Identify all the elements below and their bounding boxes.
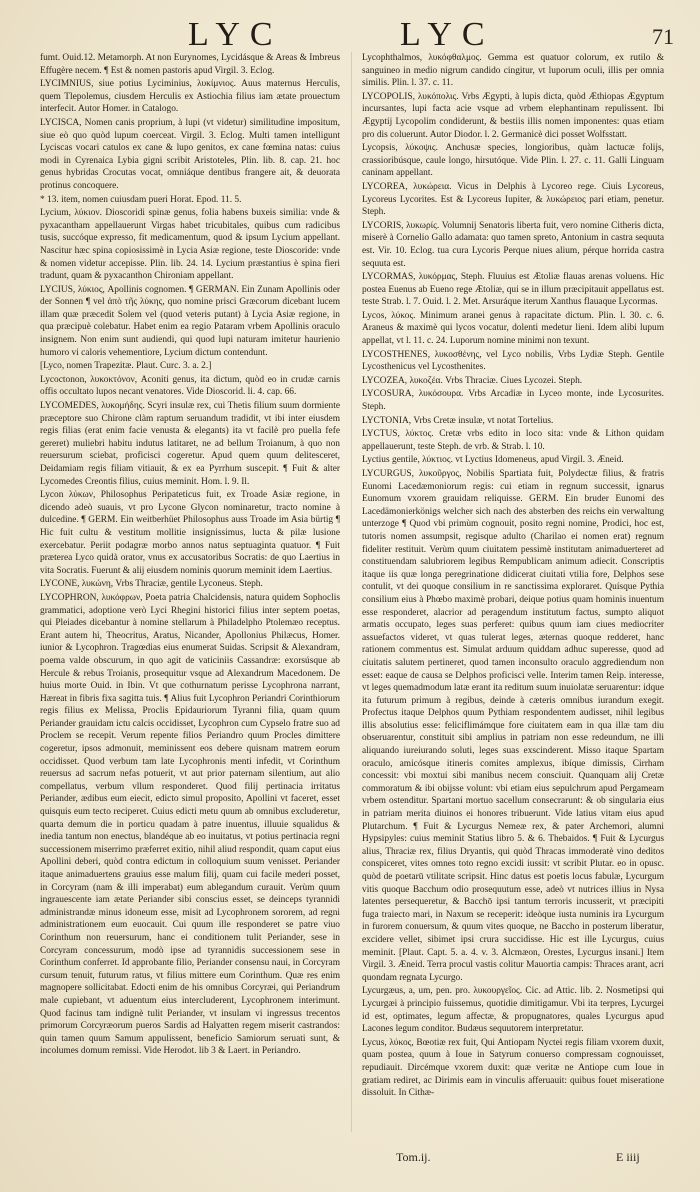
entry: LYCOPOLIS, λυκόπολις. Vrbs Ægypti, à lupis dicta, quòd Æthiopas Ægyptum incursantes, lupi facta acie vsque ad vrbem elephantinam repulissent. Ibi Ægyptij Lycopolim condiderunt, & bestiis illis nomen imponentes: quas etiam pro dis coluerunt. Autor Diodor. l. 2. Germanicè dici posset Wolfsstatt. <box>362 91 664 140</box>
entry: Lycoctonon, λυκοκτόνον, Aconiti genus, ita dictum, quòd eo in crudæ carnis offis occultato lupos necant venatores. Vide Dioscorid. li. 4. cap. 66. <box>40 374 340 398</box>
running-head-right: LYC <box>400 16 495 53</box>
entry: Lycon λύκων, Philosophus Peripateticus fuit, ex Troade Asiæ regione, in dicendo adeò suauis, vt pro Lycone Glycon nominaretur, tracto nomine à dulcedine. ¶ GERM. Ein weitberhüet Philosophus auss Troade im Asia bürtig ¶ Hic fuit cultu & vestitum mollitie insignissimus, lucta & pilæ lusione exercebatur. Periit podagræ morbo annos natus septuaginta quatuor. ¶ Fuit præterea Lyco quidà orator, vnus ex accusatoribus Socratis: de quo Laertius in vita Socratis. Fuerunt & alij eiusdem nominis quorum meminit idem Laertius. <box>40 490 340 576</box>
running-head <box>0 12 700 52</box>
entry: fumt. Ouid.12. Metamorph. At non Eurynomes, Lycidásque & Areas & Imbreus Effugère necem. ¶ Est & nomen pastoris apud Virgil. 3. Eclog. <box>40 53 340 76</box>
entry: LYCIMNIUS, siue potius Lyciminius, λυκίμνιος. Auus maternus Herculis, quem Tlepolemus, ciusdem Herculis ex Astiochia filius iam ætate prouectum interfecit. Autor Homer. in Catalogo. <box>40 79 340 115</box>
entry: LYCOSURA, λυκόσουρα. Vrbs Arcadiæ in Lyceo monte, inde Lycosurites. Steph. <box>362 389 664 413</box>
page-number: 71 <box>652 24 674 49</box>
entry: LYCORIS, λυκωρίς. Volumnij Senatoris liberta fuit, vero nomine Citheris dicta, miserè à Cornelio Gallo adamata: quo tamen spreto, Antonium in castra sequuta est. Vir. 10. Eclog. tua cura Lycoris Perque niues alium, pérque horrida castra sequuta est. <box>362 220 664 269</box>
entry: Lycopsis, λύκοψις. Anchusæ species, longioribus, quàm lactucæ folijs, crassioribúsque, caule longo, hirsutóque. Vide Plin. l. 27. c. 11. Galli Linguam caninam appellant. <box>362 143 664 179</box>
entry: LYCOSTHENES, λυκοσθένης, vel Lyco nobilis, Vrbs Lydiæ Steph. Gentile Lycosthenicus vel Lycosthenites. <box>362 349 664 373</box>
entry: * 13. item, nomen cuiusdam pueri Horat. Epod. 11. 5. <box>40 194 242 205</box>
right-column <box>362 52 664 1132</box>
entry: Lycium, λύκιον. Dioscoridi spinæ genus, folia habens buxeis similia: vnde & pyxacantham appellauerunt Virgas habet tricubitales, quibus cum radicibus tusis, succóque expresso, fit medicamentum, quod & ipsum Lycium appellant. Nascitur hæc spina copiosissimè in Lycia Asiæ regione, teste Dioscoride: vnde & nomen videtur accepisse. Plin. lib. 24. 14. Lycium præstantius è spina fieri tradunt, quam & pyxacanthon Chironiam appellant. <box>40 208 340 282</box>
page-footer <box>0 1148 700 1170</box>
entry: LYCISCA, Nomen canis proprium, à lupi (vt videtur) similitudine impositum, siue eò quo quòd lupum coerceat. Virgil. 3. Eclog. Multi tamen intelligunt Lyciscas vocari catulos ex cane & lupo genitos, ex cane fœmina natas: cuius modi in Cyrenaica Lybia gigni scribit Aristoteles, Plin. lib. 8. cap. 21. hoc genus hybridas Crocutas vocat, omniáque dentibus frangere ait, & deuorata protinus concoquere. <box>40 117 340 191</box>
entry: LYCTUS, λύκτος. Cretæ vrbs edito in loco sita: vnde & Lithon quidam appellauerunt, teste Steph. de vrb. & Strab. l. 10. <box>362 429 664 452</box>
volume-mark: Tom.ij. <box>396 1150 431 1164</box>
entry: LYCOPHRON, λυκόφρων, Poeta patria Chalcidensis, natura quidem Sophoclis grammatici, adoptione verò Lyci Rhegini historici filius inter septem poetas, qui Pleiades dicebantur à nomine stellarum à Philadelpho Ptolemæo receptus. Erant autem hi, Theocritus, Aratus, Nicander, Apollonius Philæcus, Homer. iunior & Lycophron. Tragœdias eius enumerat Suidas. Scripsit & Alexandram, poema valde obscurum, in quo agit de vaticiniis Cassandræ: exorsúsque ab Hercule & rebus Troianis, prosequitur vsque ad Alexandrum Macedonem. De huius morte Ouid. in Ibin. Vt que cothurnatum perisse Lycophrona narrant, Hæreat in fibris fixa sagitta tuis. ¶ Alius fuit Lycophron Periandri Corinthiorum regis filius ex Melissa, Proclis Epidauriorum Tyranni filia, quam quum Periander grauidam ictu calcis occidisset, Lycophron cum Cypselo fratre suo ad Proclem se recepit. Verum repente filios Periandro quum Procles dimittere cogeretur, ipsos admonuit, meminissent eos debere quisnam matrem eorum occidisset. Quod verbum tam late Lycophronis menti infedit, vt Corinthum reuersus ad sacrum nefas potuerit, vt aut prior paternam silentium, aut alio compellatus, verbum vllum responderet. Quod filij pertinacia irritatus Periander, ædibus eum eiecit, edicto simul proposito, Apollini vt faceret, esset quisquis eum tecto reciperet. Cuius edicti metu quum ab omnibus excluderetur, quarta demum die in porticu quadam à patre inuentus, illuuie squalidus & inedia tantum non enectus, blandéque ab eo inuitatus, vt potius pertinacia regni successionem miserrimo præferret exitio, nihil aliud respondit, quam caput eius Apollini deberi, quòd contra edictum in colloquium suum venisset. Periander itaque animaduertens grauius esse malum filij, quam cui facile mederi posset, in Corcyram (nam & illi imperabat) eum ablegandum curauit. Verùm quum ingrauescente iam ætate Periander sibi conscius esset, se deinceps tyrannidi administrandæ minus idoneum esse, misit ad Lycophronem sororem, ad regni administrationem eum euocauit. Cui quum ille responderet se patre viuo Corinthum non reuersurum, hanc ei conditionem tulit Periander, sese in Corcyram concessurum, modò ipse ad tyrannidis successionem sese in Corinthum conferret. Id approbante filio, Periander consensu naui, in Corcyram cursum tenuit, futurum ratus, vt filius mittere eum Corinthum. Quæ res enim magnopere sollicitabat. Edocti enim de his omnibus Corcyræi, qui Periandrum male cupiebant, vt aduentum eius intercluderent, Lycophronem interimunt. Quod facinus tam indignè tulit Periander, vt insulam vi ingressus trecentos primorum Corcyræorum pueros Sardis ad Halyatten regem miserit castrandos: quin tamen quum Samum appulissent, beneficio Samiorum seruati sunt, & incolumes domum remissi. Vide Herodot. lib 3 & Laert. in Periandro. <box>40 592 340 1057</box>
signature-mark: E iiij <box>616 1150 640 1164</box>
entry: LYCONE, λυκώνη, Vrbs Thraciæ, gentile Lyconeus. Steph. <box>40 579 263 590</box>
entry: Lyctius gentile, λύκτιος. vt Lyctius Idomeneus, apud Virgil. 3. Æneid. <box>362 455 624 466</box>
entry: LYCORMAS, λυκόρμας, Steph. Fluuius est Ætoliæ flauas arenas voluens. Hic postea Euenus ab Eueno rege Ætoliæ, qui se in illum præcipitauit appellatus est. teste Strab. l. 7. Ouid. l. 2. Met. Arsuráque iterum Xanthus flauaque Lycormas. <box>362 272 664 308</box>
entry: [Lyco, nomen Trapezitæ. Plaut. Curc. 3. a. 2.] <box>40 361 212 372</box>
entry: Lycophthalmos, λυκόφθαλμος. Gemma est quatuor colorum, ex rutilo & sanguineo in medio nigrum candido cingitur, vt luporum oculi, illis per omnia similis. Plin. l. 37. c. 11. <box>362 53 664 89</box>
entry: LYCIUS, λύκιος, Apollinis cognomen. ¶ GERMAN. Ein Zunam Apollinis oder der Sonnen ¶ vel ἀπὸ τῆς λύκης, quo nomine prisci Græcorum dicebant lucem illam quæ præcedit Solem vel (quod veteris putant) à Lycia Asiæ regione, in qua præcipuè colebatur. Habet enim ea regio Pataram vrbem Apollinis oraculo insignem. Non enim sunt audiendi, qui quod lupi naturam imitetur haurienio humoro vi caloris vehementiore, Lycium dictum contendunt. <box>40 284 340 358</box>
entry: LYCURGUS, λυκοῦργος, Nobilis Spartiata fuit, Polydectæ filius, & fratris Eunomi Lacedæmoniorum regis: cui etiam in regnum successit, ignarus Eunomum vxorem grauidam reliquisse. GERM. Ein bruder Eunomi des Lacedämonierkönigs welcher sich nach des absterben des reichs ein verwaltung unterzoge ¶ Quod vbi primùm cognouit, posito regni nomine, Prodici, hoc est, tutoris nomen assumpsit, regisque adulto (Charilao ei nomen erat) regnum fideliter restituit. Verùm quum ciuitatem pessimè institutam animaduerteret ad constituendam salubriorem legibus Rempublicam animum adiecit. Conscriptis itaque iis quæ longa peregrinatione didicerat ciuitati vtilia fore, Delphos sese contulit, vt dei quoque consilium in re sanctissima exploraret. Quísque Pythia consilium eius à Phœbo maximè probari, deique potius quam hominis inuentum esse responderet, alacrior ad peragendum institutum factus, sumpto aliquot armatis occupato, leges suas perferet: quibus quum iam ciues mediocriter assuefactos videret, vt quas tulerat leges, æternas quoque redderet, hanc rationem commentus est. Simulat arduum quiddam adhuc superesse, quod ad ciuitatis salutem pertineret, quod tamen inconsulto oraculo aggrediendum non esset: eaque de causa se Delphos proficisci velle. Interim tamen Reip. interesse, vt leges quemadmodum latæ erant ita reditum suum inuiolatæ seruarentur: idque ita futurum primum à regibus, deinde à cæteris omnibus iurandum exegit. Profectus itaque Delphos quum Pythiam respondentem audisset, nihil legibus illis absolutius esse: feliciflimámque fore ciuitatem eam in qua illæ tam diu obseruarentur, constituit sibi amplius in patriam non esse redeundum, ne illi aliquando iureiurando soluti, leges suas exscinderent. Misso itaque Spartam oraculo, amicósque itineris comites amplexus, ibíque dimissis, Cirrham concessit: vbi moxtui sibi manibus necem consciuit. Quanquam alij Cretæ commoratum & ibi obijsse volunt: vbi etiam eius sepulchrum apud Pergameam vrbem ostenditur. Spartani mortuo sacellum consecrarunt: & ob singularia eius in patriam merita diuinos ei honores tribuerunt. Vide latius vitam eius apud Plutarchum. ¶ Fuit & Lycurgus Nemeæ rex, & pater Archemori, alumni Hypsipyles: cuius meminit Statius libro 5. & 6. Thebaidos. ¶ Fuit & Lycurgus alius, Thraciæ rex, filius Dryantis, qui quòd Thracas immoderatè vino deditos conspiceret, vites omnes toto regno excidi iussit: vt scribit Plutar. eo in opusc. quòd de poetarū vtilitate scripsit. Hinc datus est poetis locus fabulæ, Lycurgum vitis quoque Bacchum odio prosequutum esse, adeò vt nutrices illius in Nysa latentes persequeretur, & Bacchō ipsi tantum terroris incusserit, vt præcipiti fuga traiecto mari, in Naxum se receperit: ideòque iusta numinis ira Lycurgum in furorem conuersum, & quum vites quoque, ne Baccho in posterum liberatur, excidere vellet, sibimet ipsi crura succidisse. Hic est ille Lycurgus, cuius meminit. [Plaut. Capt. 5. a. 4. v. 3. Alcmæon, Orestes, Lycurgus insani.] Item Virgil. 3. Æneid. Terra procul vastis colitur Mauortia campis: Thraces arant, acri quondam regnata Lycurgo. <box>362 469 664 983</box>
left-column <box>40 52 340 1132</box>
entry: Lycurgæus, a, um, pen. pro. λυκουργεῖος. Cic. ad Attic. lib. 2. Nosmetipsi qui Lycurgæi à principio fuissemus, quotidie dimitigamur. Vbi ita terpres, Lycurgei id est, optimates, legum affectæ, & propugnatores, quales Lycurgus apud Lacones legum conditor. Budæus sequutorem interpretatur. <box>362 986 664 1035</box>
entry: Lycos, λύκος. Minimum aranei genus à rapacitate dictum. Plin. l. 30. c. 6. Araneus & maximè qui lycos vocatur, dolenti medetur lieni. Idem alibi lupum appellat, vt l. 11. c. 24. Luporum nomine minimi non texunt. <box>362 310 664 347</box>
entry: Lycus, λύκος, Bœotiæ rex fuit, Qui Antiopam Nyctei regis filiam vxorem duxit, quam postea, quum à Ioue in Satyrum conuerso compressam cognouisset, repudiauit. Dircémque vxorem duxit: quæ veritæ ne Antiope cum Ioue in gratiam rediret, ac Dirimis eam in vinculis afferuauit: quibus fouet miseratione dissoluit. In Cithæ- <box>362 1037 664 1099</box>
running-head-left: LYC <box>188 16 283 53</box>
entry: LYCOZEA, λυκοζέα. Vrbs Thraciæ. Ciues Lycozei. Steph. <box>362 375 583 386</box>
entry: LYCOMEDES, λυκομήδης. Scyri insulæ rex, cui Thetis filium suum dormiente præceptore suo Chirone clàm raptum seruandum tradidit, vt ibi inter eiusdem regis filias (erat enim facie venusta & elegants) ita vt facilè pro puella fefe gereret) muliebri habitu indutus latitaret, ne ad bellum Troianum, à quo non reuersurum sciebat, proficisci cogeretur. Apud quem quum delitesceret, Deidamiam regis filiam vitiauit, & ex ea Pyrrhum suscepit. ¶ Fuit & alter Lycomedes Creontis filius, cuius meminit. Hom. l. 9. Il. <box>40 401 340 487</box>
entry: LYCOREA, λυκώρεια. Vicus in Delphis à Lycoreo rege. Ciuis Lycoreus, Lycoreus Lycorites. Est & Lycoreus Iupiter, & λυκώρειος pari etiam, penetur. Steph. <box>362 181 664 218</box>
column-divider <box>351 52 352 1132</box>
entry: LYCTONIA, Vrbs Cretæ insulæ, vt notat Tortelius. <box>362 415 554 426</box>
